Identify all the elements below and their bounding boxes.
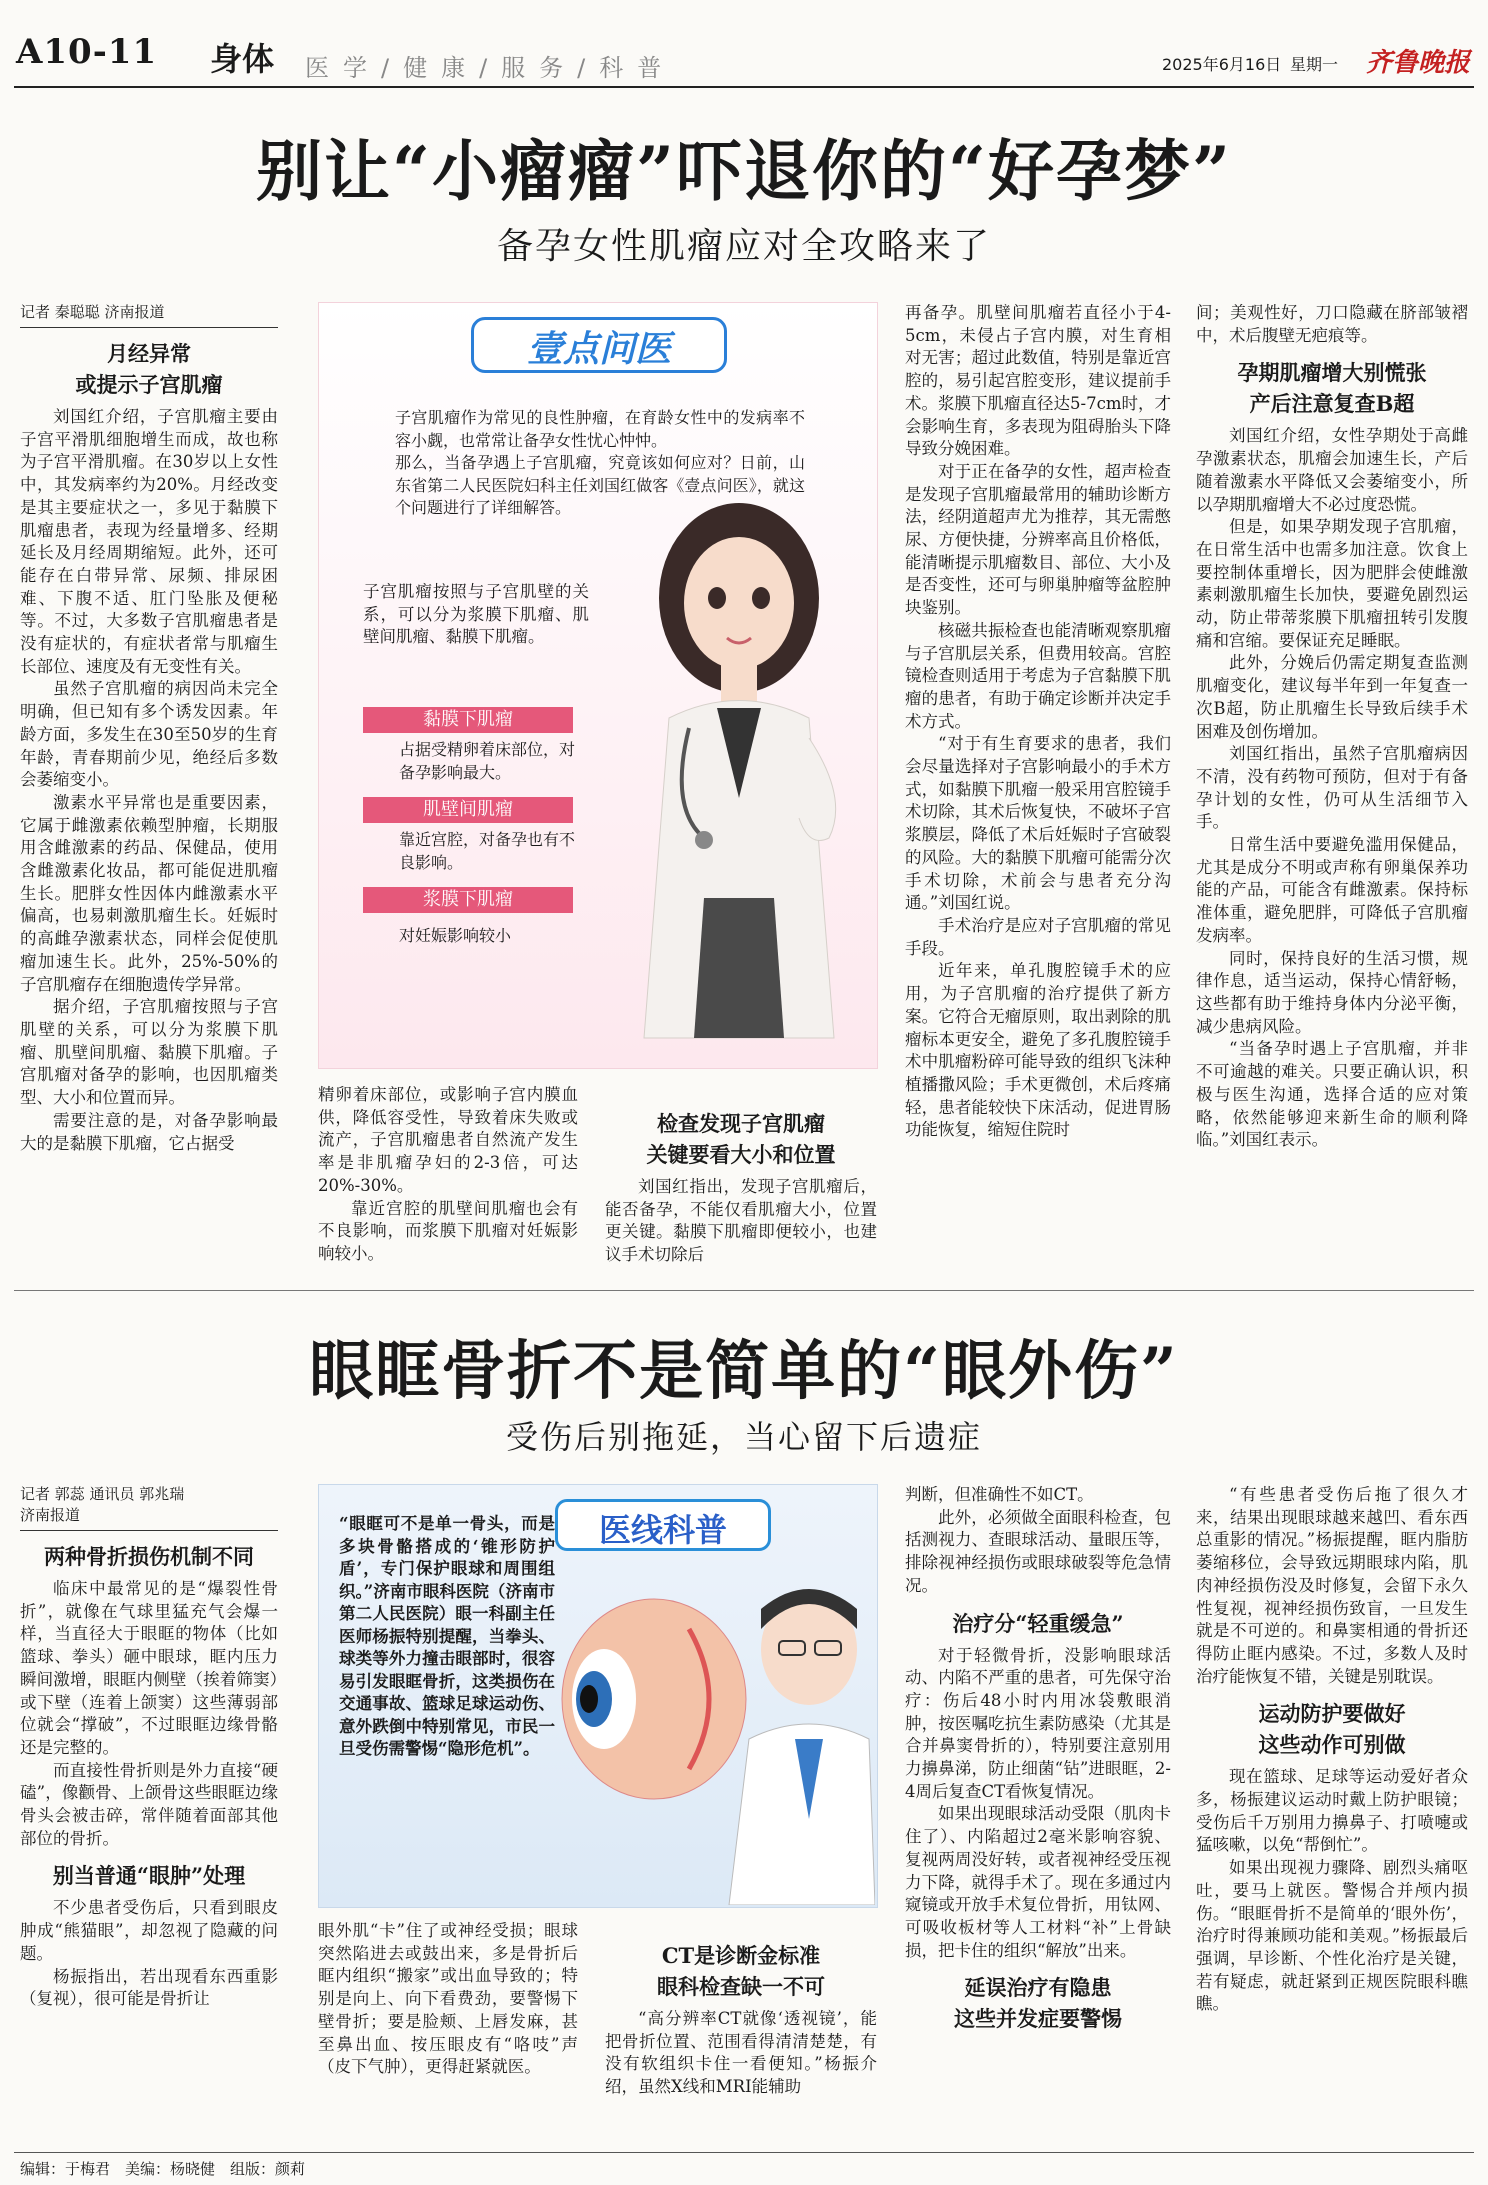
paragraph: 刘国红介绍，女性孕期处于高雌孕激素状态，肌瘤会加速生长，产后随着激素水平降低又会萎缩变小，所以孕期肌瘤增大不必过度恐慌。: [1196, 426, 1468, 514]
paragraph: 日常生活中要避免滥用保健品，尤其是成分不明或声称有卵巢保养功能的产品，可能含有雌激素。保持标准体重，避免肥胖，可降低子宫肌瘤发病率。: [1196, 835, 1468, 945]
paragraph: “有些患者受伤后拖了很久才来，结果出现眼球越来越凹、看东西总重影的情况。”杨振提醒，眶内脂肪萎缩移位，会导致远期眼球内陷，肌肉神经损伤没及时修复，会留下永久性复视，视神经损伤致盲，一旦发生就是不可逆的。和鼻窦相通的骨折还得防止眶内感染。不过，多数人及时治疗能恢复不错，关键是别耽误。: [1196, 1485, 1468, 1686]
type-desc-intramural: 靠近宫腔，对备孕也有不良影响。: [399, 830, 576, 872]
paragraph: 如果出现眼球活动受限（肌肉卡住了）、内陷超过2毫米影响容貌、复视两周没好转，或者视神经受压视力下降，就得手术了。现在多通过内窥镜或开放手术复位骨折，用钛网、可吸收板材等人工材料“补”上骨缺损，把卡住的组织“解放”出来。: [905, 1804, 1171, 1960]
brand-title: 壹点问医: [526, 328, 671, 370]
footer-credits: 编辑：于梅君 美编：杨晓健 组版：颜莉: [20, 2160, 306, 2178]
paragraph: 近年来，单孔腹腔镜手术的应用，为子宫肌瘤的治疗提供了新方案。它符合无瘤原则，取出剥除的肌瘤标本更安全，避免了多孔腹腔镜手术中肌瘤粉碎可能导致的组织飞沫种植播撒风险；手术更微创，术后疼痛轻，患者能较快下床活动，促进胃肠功能恢复，缩短住院时: [905, 961, 1171, 1140]
brand-title2: 医线科普: [598, 1511, 727, 1549]
page-number: A10-11: [16, 32, 158, 72]
type-desc-submucosal: 占据受精卵着床部位，对备孕影响最大。: [399, 740, 576, 782]
section-heading: 月经异常 或提示子宫肌瘤: [75, 341, 223, 397]
paragraph: 此外，必须做全面眼科检查，包括测视力、查眼球活动、量眼压等，排除视神经损伤或眼球破裂等危急情况。: [905, 1507, 1171, 1595]
paragraph: 对于轻微骨折，没影响眼球活动、内陷不严重的患者，可先保守治疗：伤后48小时内用冰袋敷眼消肿，按医嘱吃抗生素防感染（尤其是合并鼻窦骨折的），特别要注意别用力擤鼻涕，防止细菌“钻”进眼眶，2-4周后复查CT看恢复情况。: [905, 1645, 1171, 1801]
type-tag-subserosal: 浆膜下肌瘤: [363, 887, 573, 913]
doctor-quote: “眼眶可不是单一骨头，而是多块骨骼搭成的‘锥形防护盾’，专门保护眼球和周围组织。”济南市眼科医院（济南市第二人民医院）眼一科副主任医师杨振特别提醒，当拳头、球类等外力撞击眼部时，很容易引发眼眶骨折，这类损伤在交通事故、篮球足球运动伤、意外跌倒中特别常见，市民一旦受伤需警惕“隐形危机”。: [339, 1514, 555, 1758]
paragraph: 再备孕。肌壁间肌瘤若直径小于4-5cm，未侵占子宫内膜，对生育相对无害；超过此数值，特别是靠近宫腔的，易引起宫腔变形，建议提前手术。浆膜下肌瘤直径达5-7cm时，才会影响生育，多表现为阻碍胎头下降导致分娩困难。: [905, 303, 1171, 459]
section-heading: 延误治疗有隐患 这些并发症要警惕: [954, 1975, 1122, 2032]
paragraph: “高分辨率CT就像‘透视镜’，能把骨折位置、范围看得清清楚楚，有没有软组织卡住一看便知。”杨振介绍，虽然X线和MRI能辅助: [605, 2009, 877, 2097]
paragraph: 对于正在备孕的女性，超声检查是发现子宫肌瘤最常用的辅助诊断方法，经阴道超声尤为推荐，其无需憋尿、方便快捷，分辨率高且价格低，能清晰提示肌瘤数目、部位、大小及是否变性，还可与卵巢肿瘤等盆腔肿块鉴别。: [905, 461, 1171, 618]
footer-rule: [14, 2152, 1474, 2153]
article1-col5: [1196, 302, 1468, 1276]
article1-col2-bottom: [318, 1084, 578, 1276]
byline: 记者 郭蕊 通讯员 郭兆瑞 济南报道: [20, 1484, 278, 1531]
paragraph: 虽然子宫肌瘤的病因尚未完全明确，但已知有多个诱发因素。年龄方面，多发生在30至50岁的生育年龄，青春期前少见，绝经后多数会萎缩变小。: [20, 679, 278, 790]
article1-col3-bottom: [605, 1084, 877, 1276]
header-rule: [14, 86, 1474, 88]
infobox-classify: 子宫肌瘤按照与子宫肌壁的关系，可以分为浆膜下肌瘤、肌壁间肌瘤、黏膜下肌瘤。: [363, 582, 589, 646]
article2-subhead: 受伤后别拖延，当心留下后遗症: [505, 1418, 982, 1456]
paragraph: 刘国红指出，虽然子宫肌瘤病因不清，没有药物可预防，但对于有备孕计划的女性，仍可从生活细节入手。: [1196, 744, 1468, 832]
paragraph: 同时，保持良好的生活习惯，规律作息，适当运动，保持心情舒畅，这些都有助于维持身体内分泌平衡，减少患病风险。: [1196, 948, 1468, 1036]
article2-col1: [20, 1484, 278, 2144]
section-heading: CT是诊断金标准 眼科检查缺一不可: [657, 1943, 825, 1999]
type-desc-subserosal: 对妊娠影响较小: [399, 926, 512, 945]
doctor-illustration: [609, 478, 869, 1066]
paragraph: 刘国红介绍，子宫肌瘤主要由子宫平滑肌细胞增生而成，故也称为子宫平滑肌瘤。在30岁以上女性中，其发病率约为20%。月经改变是其主要症状之一，多见于黏膜下肌瘤患者，表现为经量增多、经期延长及月经周期缩短。此外，还可能存在白带异常、尿频、排尿困难、下腹不适、肛门坠胀及便秘等。不过，大多数子宫肌瘤患者是没有症状的，有症状者常与肌瘤生长部位、速度及有无变性有关。: [20, 407, 278, 676]
eye-doctor-illustration: [559, 1559, 875, 1905]
paragraph: 手术治疗是应对子宫肌瘤的常见手段。: [905, 915, 1171, 958]
article2-col2-bottom: [318, 1920, 578, 2144]
article2-col3-bottom: [605, 1920, 877, 2144]
paragraph: 靠近宫腔的肌壁间肌瘤也会有不良影响，而浆膜下肌瘤对妊娠影响较小。: [318, 1198, 578, 1263]
infobox-intro: 子宫肌瘤作为常见的良性肿瘤，在育龄女性中的发病率不容小觑，也常常让备孕女性忧心忡忡。 那么，当备孕遇上子宫肌瘤，究竟该如何应对？日前，山东省第二人民医院妇科主任刘国红做客《壹点问医》，就这个问题进行了详细解答。: [395, 408, 805, 517]
article2-col5: [1196, 1484, 1468, 2144]
masthead-logo: 齐鲁晚报: [1366, 48, 1471, 78]
paragraph: 如果出现视力骤降、剧烈头痛呕吐，要马上就医。警惕合并颅内损伤。“眼眶骨折不是简单的‘眼外伤’，治疗时得兼顾功能和美观。”杨振最后强调，早诊断、个性化治疗是关键，若有疑虑，就赶紧到正规医院眼科瞧瞧。: [1196, 1858, 1468, 2014]
byline: 记者 秦聪聪 济南报道: [20, 302, 278, 328]
paragraph: 据介绍，子宫肌瘤按照与子宫肌壁的关系，可以分为浆膜下肌瘤、肌壁间肌瘤、黏膜下肌瘤。子宫肌瘤对备孕的影响，也因肌瘤类型、大小和位置而异。: [20, 997, 278, 1108]
paragraph: 刘国红指出，发现子宫肌瘤后，能否备孕，不能仅看肌瘤大小，位置更关键。黏膜下肌瘤即便较小，也建议手术切除后: [605, 1177, 877, 1265]
article1-subhead: 备孕女性肌瘤应对全攻略来了: [496, 226, 991, 267]
article2-col4: [905, 1484, 1171, 2144]
paragraph: 眼外肌“卡”住了或神经受损；眼球突然陷进去或鼓出来，多是骨折后眶内组织“搬家”或出血导致的；特别是向上、向下看费劲，要警惕下壁骨折；要是脸颊、上唇发麻，甚至鼻出血、按压眼皮有“咯吱”声（皮下气肿），更得赶紧就医。: [318, 1921, 578, 2077]
article-divider: [14, 1290, 1474, 1291]
section-heading: 孕期肌瘤增大别慌张 产后注意复查B超: [1237, 360, 1427, 417]
paragraph: 精卵着床部位，或影响子宫内膜血供，降低容受性，导致着床失败或流产，子宫肌瘤患者自然流产发生率是非肌瘤孕妇的2-3倍，可达20%-30%。: [318, 1085, 578, 1195]
section-heading: 治疗分“轻重缓急”: [952, 1610, 1124, 1636]
issue-date: 2025年6月16日: [1162, 55, 1282, 74]
article1-col1: [20, 302, 278, 1276]
infobox: [318, 302, 878, 1069]
paragraph: 激素水平异常也是重要因素，它属于雌激素依赖型肿瘤，长期服用含雌激素的药品、保健品，使用含雌激素化妆品，都可能促进肌瘤生长。肥胖女性因体内雌激素水平偏高，也易刺激肌瘤生长。妊娠时的高雌孕激素状态，同样会促使肌瘤加速生长。此外，25%-50%的子宫肌瘤存在细胞遗传学异常。: [20, 792, 278, 994]
paragraph: 现在篮球、足球等运动爱好者众多，杨振建议运动时戴上防护眼镜；受伤后千万别用力擤鼻子、打喷嚏或猛咳嗽，以免“帮倒忙”。: [1196, 1767, 1468, 1855]
paragraph: 判断，但准确性不如CT。: [905, 1485, 1094, 1504]
section-name: 身体: [210, 40, 275, 78]
paragraph: 临床中最常见的是“爆裂性骨折”，就像在气球里猛充气会爆一样，当直径大于眼眶的物体（比如篮球、拳头）砸中眼球，眶内压力瞬间激增，眼眶内侧壁（挨着筛窦）或下壁（连着上颌窦）这些薄弱部位就会“撑破”，不过眼眶边缘骨骼还是完整的。: [20, 1579, 278, 1757]
type-tag-submucosal: 黏膜下肌瘤: [363, 707, 573, 733]
section-heading: 别当普通“眼肿”处理: [52, 1863, 246, 1889]
subsection: 医学/健康/服务/科普: [305, 54, 676, 82]
article1-headline: 别让“小瘤瘤”吓退你的“好孕梦”: [256, 132, 1232, 210]
paragraph: 不少患者受伤后，只看到眼皮肿成“熊猫眼”，却忽视了隐藏的问题。: [20, 1898, 278, 1963]
paragraph: 杨振指出，若出现看东西重影（复视），很可能是骨折让: [20, 1966, 278, 2009]
paragraph: 核磁共振检查也能清晰观察肌瘤与子宫肌层关系，但费用较高。宫腔镜检查则适用于考虑为子宫黏膜下肌瘤的患者，有助于确定诊断并决定手术方式。: [905, 620, 1171, 731]
section-heading: 两种骨折损伤机制不同: [44, 1544, 254, 1569]
section-heading: 检查发现子宫肌瘤 关键要看大小和位置: [646, 1111, 836, 1167]
paragraph: 但是，如果孕期发现子宫肌瘤，在日常生活中也需多加注意。饮食上要控制体重增长，因为肥胖会使雌激素刺激肌瘤生长加快，要避免剧烈运动，防止带蒂浆膜下肌瘤扭转引发腹痛和宫缩。要保证充足睡眠。: [1196, 517, 1468, 650]
paragraph: “对于有生育要求的患者，我们会尽量选择对子宫影响最小的手术方式，如黏膜下肌瘤一般采用宫腔镜手术切除，其术后恢复快，不破坏子宫浆膜层，降低了术后妊娠时子宫破裂的风险。大的黏膜下肌瘤可能需分次手术切除，术前会与患者充分沟通。”刘国红说。: [905, 734, 1171, 913]
paragraph: 需要注意的是，对备孕影响最大的是黏膜下肌瘤，它占据受: [20, 1110, 278, 1153]
infobox2: [318, 1484, 878, 1908]
paragraph: 此外，分娩后仍需定期复查监测肌瘤变化，建议每半年到一年复查一次B超，防止肌瘤生长导致后续手术困难及创伤增加。: [1196, 653, 1468, 741]
paragraph: “当备孕时遇上子宫肌瘤，并非不可逾越的难关。只要正确认识，积极与医生沟通，选择合适的应对策略，依然能够迎来新生命的顺利降临。”刘国红表示。: [1196, 1039, 1468, 1150]
paragraph: 间；美观性好，刀口隐藏在脐部皱褶中，术后腹壁无疤痕等。: [1196, 303, 1468, 345]
weekday: 星期一: [1290, 55, 1339, 74]
section-heading: 运动防护要做好 这些动作可别做: [1258, 1701, 1406, 1758]
article2-headline: 眼眶骨折不是简单的“眼外伤”: [309, 1334, 1179, 1409]
type-tag-intramural: 肌壁间肌瘤: [363, 797, 573, 823]
paragraph: 而直接性骨折则是外力直接“硬磕”，像颧骨、上颌骨这些眼眶边缘骨头会被击碎，常伴随着面部其他部位的骨折。: [20, 1760, 278, 1848]
article1-col4: [905, 302, 1171, 1276]
